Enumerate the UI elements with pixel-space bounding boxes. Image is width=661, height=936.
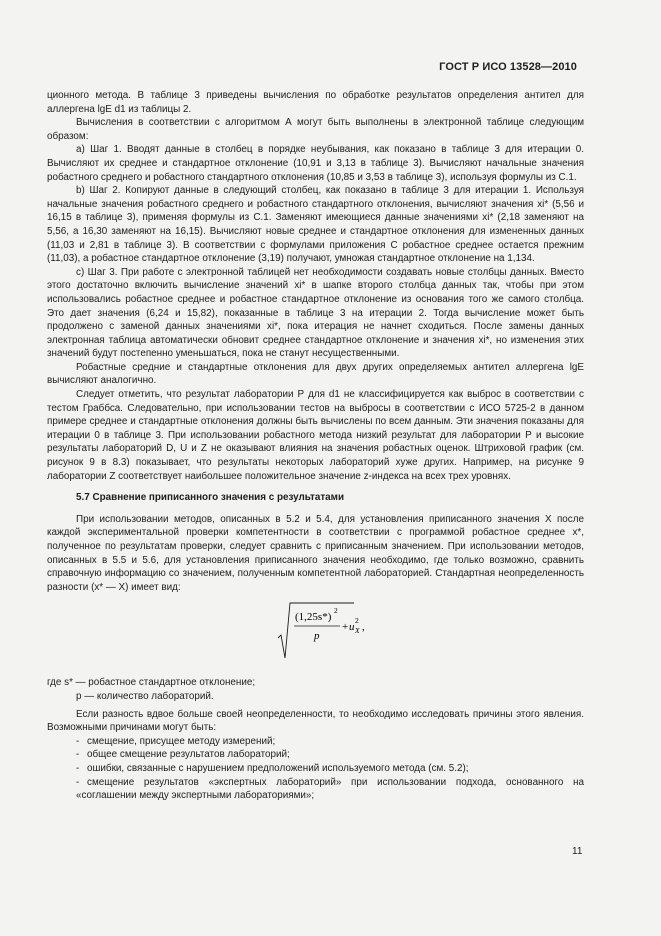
list-dash: - <box>76 762 80 774</box>
step-a-paragraph: a) Шаг 1. Вводят данные в столбец в порядке неубывания, как показано в таблице 3 для итерации 0. Вычисляют их среднее и стандартное отклонение (10,91 и 3,13 в таблице 3). Вычисляют начальные значения робастного среднего и робастного стандартного отклонения (10,85 и 3,53 в таблице 3), используя формулы из С.1. <box>47 144 584 183</box>
page-number: 11 <box>572 846 583 857</box>
list-item-text: ошибки, связанные с нарушением предположений используемого метода (см. 5.2); <box>87 762 469 774</box>
formula-svg <box>276 598 368 664</box>
list-dash: - <box>76 776 80 788</box>
list-item-text: общее смещение результатов лабораторий; <box>87 749 290 761</box>
main-text <box>47 89 584 803</box>
document-code: ГОСТ Р ИСО 13528—2010 <box>439 61 577 73</box>
formula-exponent: 2 <box>334 606 338 616</box>
list-item-text: смещение, присущее методу измерений; <box>87 735 276 747</box>
paragraph: Вычисления в соответствии с алгоритмом А могут быть выполнены в электронной таблице следующим образом: <box>47 117 584 142</box>
formula-numerator: (1,25s*) <box>295 611 332 624</box>
list-item-text: смещение результатов «экспертных лабораторий» при использовании подхода, основанного на «соглашении между экспертными лабораториями»; <box>76 776 584 802</box>
paragraph: ционного метода. В таблице 3 приведены вычисления по обработке результатов определения антител для аллергена lgE d1 из таблицы 2. <box>47 90 584 115</box>
uncertainty-formula <box>47 594 584 672</box>
list-item <box>47 776 584 803</box>
paragraph: Робастные средние и стандартные отклонения для двух других определяемых антител аллергена lgE вычисляют аналогично. <box>47 361 584 387</box>
paragraph: Если разность вдвое больше своей неопределенности, то необходимо исследовать причины этого явления. Возможными причинами могут быть: <box>47 708 584 734</box>
formula-plus: + <box>342 621 349 634</box>
formula-u-subscript: X <box>355 626 360 636</box>
list-item <box>47 748 584 762</box>
list-dash: - <box>76 749 80 761</box>
formula-denominator: p <box>314 630 320 643</box>
list-item <box>47 762 584 776</box>
list-item <box>47 735 584 749</box>
paragraph: При использовании методов, описанных в 5.2 и 5.4, для установления приписанного значения X после каждой экспериментальной проверки компетентности в соответствии с программой робастное среднее x*, полученное по результатам проверки, следует сравнить с приписанным значением. При использовании методов, описанных в 5.5 и 5.6, для установления приписанного значения необходимо, где только возможно, сравнить справочную информацию со значением, полученным компетентной лабораторией. Стандартная неопределенность разности (x* — X) имеет вид: <box>47 513 584 593</box>
paragraph: Следует отметить, что результат лаборатории Р для d1 не классифицируется как выброс в соответствии с тестом Граббса. Следовательно, при использовании тестов на выбросы в соответствии с ИСО 5725-2 в данном примере среднее и стандартные отклонения должны быть вычислены по всем данным. Эти значения показаны для итерации 0 в таблице 3. При использовании робастного метода низкий результат для лаборатории Р и высокие результаты лабораторий D, U и Z не оказывают влияния на значения робастных оценок. Штриховой график (см. рисунок 9 в 8.3) показывает, что результаты некоторых лабораторий хуже других. Например, на рисунке 9 лаборатории Z соответствует наибольшее положительное значение z-индекса на всех трех уровнях. <box>47 389 584 482</box>
where-line: где s* — робастное стандартное отклонение; <box>47 677 256 689</box>
step-c-paragraph: c) Шаг 3. При работе с электронной таблицей нет необходимости создавать новые столбцы данных. Вместо этого достаточно включить вычисление значений xi* в шапке второго столбца данных так, чтобы при этом использовались робастное среднее и робастное стандартное отклонение из основания того же самого столбца. Это дает значения (6,24 и 15,82), показанные в таблице 3 на итерации 2. Тогда вычисление может быть продолжено с заменой данных значениями xi*, пока итерация не начнет сходиться. После замены данных электронная таблица автоматически обновит среднее стандартное отклонение и значения xi*, но изменения этих значений будут постепенно уменьшаться, пока не станут несущественными. <box>47 266 584 360</box>
formula-comma: , <box>362 621 365 634</box>
formula-u-exponent: 2 <box>355 616 359 626</box>
list-dash: - <box>76 735 80 747</box>
section-heading: 5.7 Сравнение приписанного значения с результатами <box>76 492 345 504</box>
where-line: p — количество лабораторий. <box>76 690 214 702</box>
formula-u: u <box>349 621 355 634</box>
step-b-paragraph: b) Шаг 2. Копируют данные в следующий столбец, как показано в таблице 3 для итерации 1. Используя начальные значения робастного среднего и робастного стандартного отклонения, вычисляют значения xi* (5,56 и 16,15 в таблице 3), применяя формулы из С.1. Заменяют имеющиеся данные значениями xi* (2,18 заменяют на 5,56, а 16,30 заменяют на 16,15). Вычисляют новые среднее и стандартное отклонения для измененных данных (11,03 и 2,81 в таблице 3). В соответствии с формулами приложения С робастное среднее остается прежним (11,03), а робастное стандартное отклонение (3,19) получают, умножая стандартное отклонение на 1,134. <box>47 185 584 265</box>
